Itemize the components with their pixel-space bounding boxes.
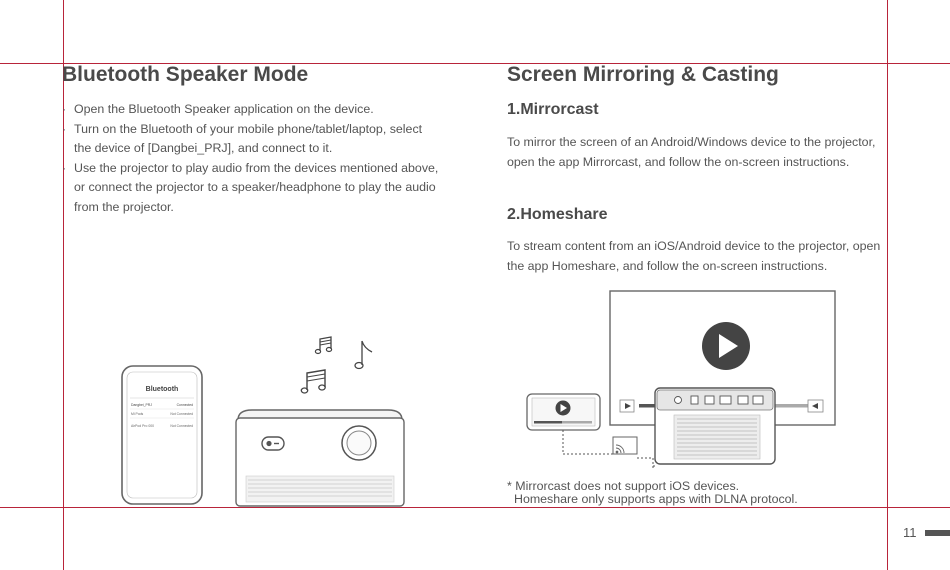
music-note-icon [350,338,378,372]
phone-bluetooth-title: Bluetooth [145,386,179,393]
crop-mark-bottom [0,507,950,508]
note-line-1: * Mirrorcast does not support iOS devices. [507,479,740,493]
mirrorcast-description: To mirror the screen of an Android/Windows device to the projector, open the app Mirrorcast, and follow the on-screen instructions. [507,135,876,169]
mirrorcast-heading: 1.Mirrorcast [507,101,599,118]
homeshare-heading: 2.Homeshare [507,206,608,223]
bluetooth-instruction-2: · Turn on the Bluetooth of your mobile phone/tablet/laptop, select the device of [Dangbei_PRJ], and connect to it. [62,120,442,159]
casting-illustration [520,290,840,468]
phone-illustration [120,364,204,506]
bluetooth-instruction-1: · Open the Bluetooth Speaker application on the device. [62,100,442,120]
music-note-icon [314,336,334,356]
homeshare-description: To stream content from an iOS/Android device to the projector, open the app Homeshare, and follow the on-screen instructions. [507,239,881,273]
phone-device-status-3: Not Connected [170,424,193,428]
phone-device-name-1: Dangbei_PRJ [131,403,152,407]
screen-mirroring-section-title: Screen Mirroring & Casting [507,63,779,86]
phone-device-name-3: AirPod Pro 000 [131,424,154,428]
compatibility-note [507,480,798,506]
bluetooth-instruction-3: · Use the projector to play audio from the devices mentioned above, or connect the projector to a speaker/headphone to play the audio from the projector. [62,159,442,218]
crop-mark-right [887,0,888,570]
phone-device-name-2: Mi Pods [131,412,144,416]
page-number-bar [925,530,950,536]
page-number: 11 [903,525,917,540]
note-line-2: Homeshare only supports apps with DLNA protocol. [514,492,798,506]
music-note-icon [300,368,328,396]
bluetooth-section-title: Bluetooth Speaker Mode [62,63,309,86]
phone-device-status-2: Not Connected [170,412,193,416]
projector-illustration [232,408,408,508]
bluetooth-instructions-list [62,100,442,217]
phone-device-status-1: Connected [176,403,193,407]
